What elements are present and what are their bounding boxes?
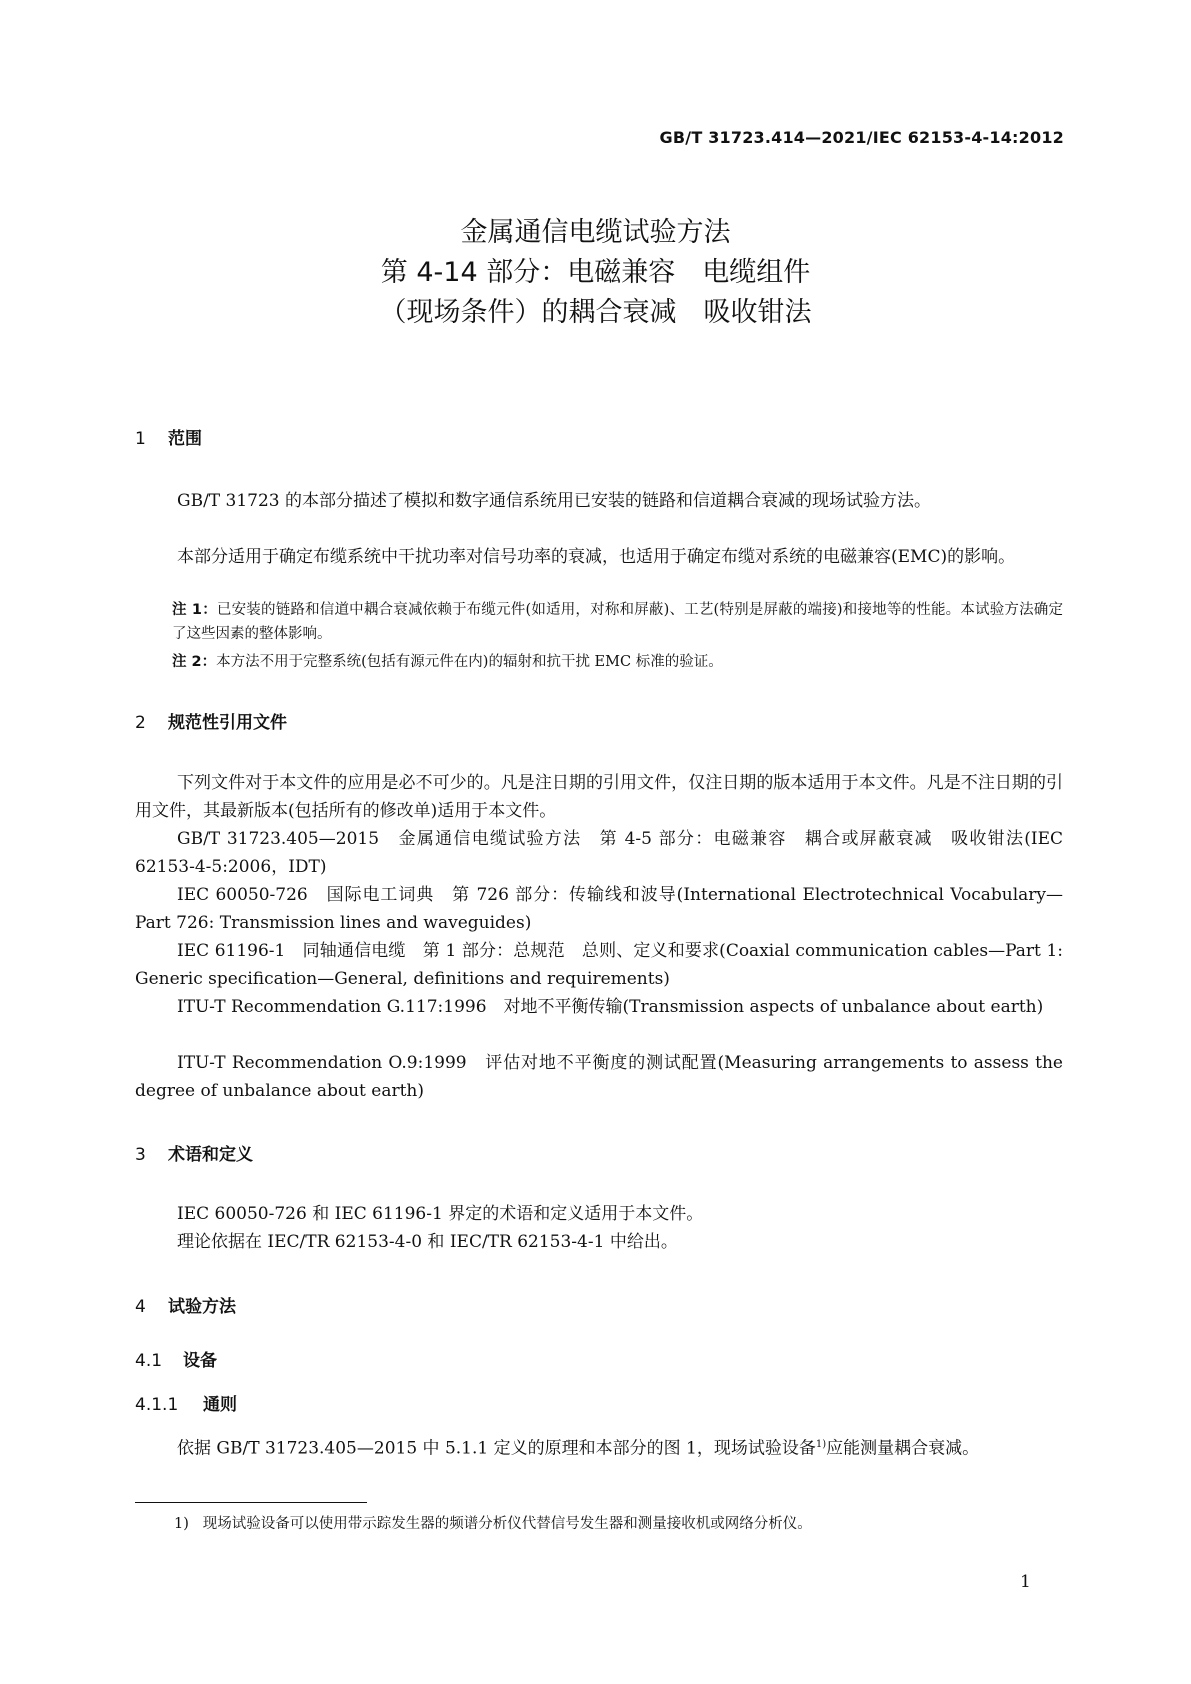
paragraph-text: 依据 GB/T 31723.405—2015 中 5.1.1 定义的原理和本部分的图 1，现场试验设备 bbox=[177, 1438, 816, 1459]
section-number: 3 bbox=[135, 1145, 146, 1165]
section-title: 通则 bbox=[203, 1395, 237, 1415]
reference-2: IEC 60050-726 国际电工词典 第 726 部分：传输线和波导(International Electrotechnical Vocabulary—Part 726: Transmission lines and waveguides) bbox=[135, 885, 1063, 933]
note-text: 本方法不用于完整系统(包括有源元件在内)的辐射和抗干扰 EMC 标准的验证。 bbox=[216, 654, 723, 670]
section-number: 1 bbox=[135, 429, 146, 449]
footnote-reference: 1) bbox=[815, 1439, 827, 1450]
section-4-1-heading bbox=[135, 1346, 217, 1371]
section-2-paragraph-1: 下列文件对于本文件的应用是必不可少的。凡是注日期的引用文件，仅注日期的版本适用于本文件。凡是不注日期的引用文件，其最新版本(包括所有的修改单)适用于本文件。 bbox=[135, 773, 1063, 821]
footnote-text: 现场试验设备可以使用带示踪发生器的频谱分析仪代替信号发生器和测量接收机或网络分析仪。 bbox=[202, 1516, 812, 1532]
document-title-line-3: （现场条件）的耦合衰减 吸收钳法 bbox=[379, 297, 812, 328]
note-1 bbox=[172, 598, 1063, 646]
section-number: 4.1 bbox=[135, 1351, 163, 1371]
section-1-heading bbox=[135, 424, 202, 449]
section-number: 4 bbox=[135, 1297, 146, 1317]
section-4-1-1-heading bbox=[135, 1390, 237, 1415]
section-title: 试验方法 bbox=[168, 1297, 236, 1317]
note-label: 注 2： bbox=[172, 654, 217, 670]
reference-5: ITU-T Recommendation O.9:1999 评估对地不平衡度的测试配置(Measuring arrangements to assess the degree of unbalance about earth) bbox=[135, 1053, 1063, 1101]
section-title: 术语和定义 bbox=[168, 1145, 253, 1165]
section-title: 规范性引用文件 bbox=[168, 713, 287, 733]
section-4-heading bbox=[135, 1292, 236, 1317]
reference-1: GB/T 31723.405—2015 金属通信电缆试验方法 第 4-5 部分：电磁兼容 耦合或屏蔽衰减 吸收钳法(IEC 62153-4-5:2006，IDT) bbox=[135, 829, 1063, 877]
section-2-heading bbox=[135, 708, 287, 733]
standard-number-header: GB/T 31723.414—2021/IEC 62153-4-14:2012 bbox=[659, 128, 1064, 147]
paragraph-text: 应能测量耦合衰减。 bbox=[826, 1438, 980, 1459]
footnote-mark: 1) bbox=[174, 1516, 189, 1532]
section-title: 范围 bbox=[168, 429, 202, 449]
section-number: 4.1.1 bbox=[135, 1395, 179, 1415]
footnote bbox=[174, 1512, 812, 1533]
section-number: 2 bbox=[135, 713, 146, 733]
reference-3: IEC 61196-1 同轴通信电缆 第 1 部分：总规范 总则、定义和要求(Coaxial communication cables—Part 1: Generic specification—General, definitions and requirements) bbox=[135, 941, 1063, 989]
section-1-paragraph-1: GB/T 31723 的本部分描述了模拟和数字通信系统用已安装的链路和信道耦合衰减的现场试验方法。 bbox=[177, 491, 932, 511]
section-title: 设备 bbox=[183, 1351, 217, 1371]
section-3-heading bbox=[135, 1140, 253, 1165]
page-number: 1 bbox=[1020, 1572, 1031, 1592]
note-label: 注 1： bbox=[172, 602, 217, 618]
footnote-separator bbox=[135, 1502, 367, 1503]
note-text: 已安装的链路和信道中耦合衰减依赖于布缆元件(如适用，对称和屏蔽)、工艺(特别是屏蔽的端接)和接地等的性能。本试验方法确定了这些因素的整体影响。 bbox=[172, 602, 1064, 642]
document-title-line-2: 第 4-14 部分：电磁兼容 电缆组件 bbox=[380, 257, 811, 288]
document-title-line-1: 金属通信电缆试验方法 bbox=[460, 217, 731, 248]
note-2 bbox=[172, 650, 1063, 674]
reference-4: ITU-T Recommendation G.117:1996 对地不平衡传输(Transmission aspects of unbalance about earth) bbox=[177, 997, 1044, 1017]
section-4-1-1-paragraph bbox=[135, 1431, 1063, 1463]
section-3-paragraph-1: IEC 60050-726 和 IEC 61196-1 界定的术语和定义适用于本文件。 bbox=[177, 1204, 704, 1224]
section-3-paragraph-2: 理论依据在 IEC/TR 62153-4-0 和 IEC/TR 62153-4-1 中给出。 bbox=[177, 1232, 678, 1252]
section-1-paragraph-2: 本部分适用于确定布缆系统中干扰功率对信号功率的衰减，也适用于确定布缆对系统的电磁兼容(EMC)的影响。 bbox=[177, 547, 1016, 567]
